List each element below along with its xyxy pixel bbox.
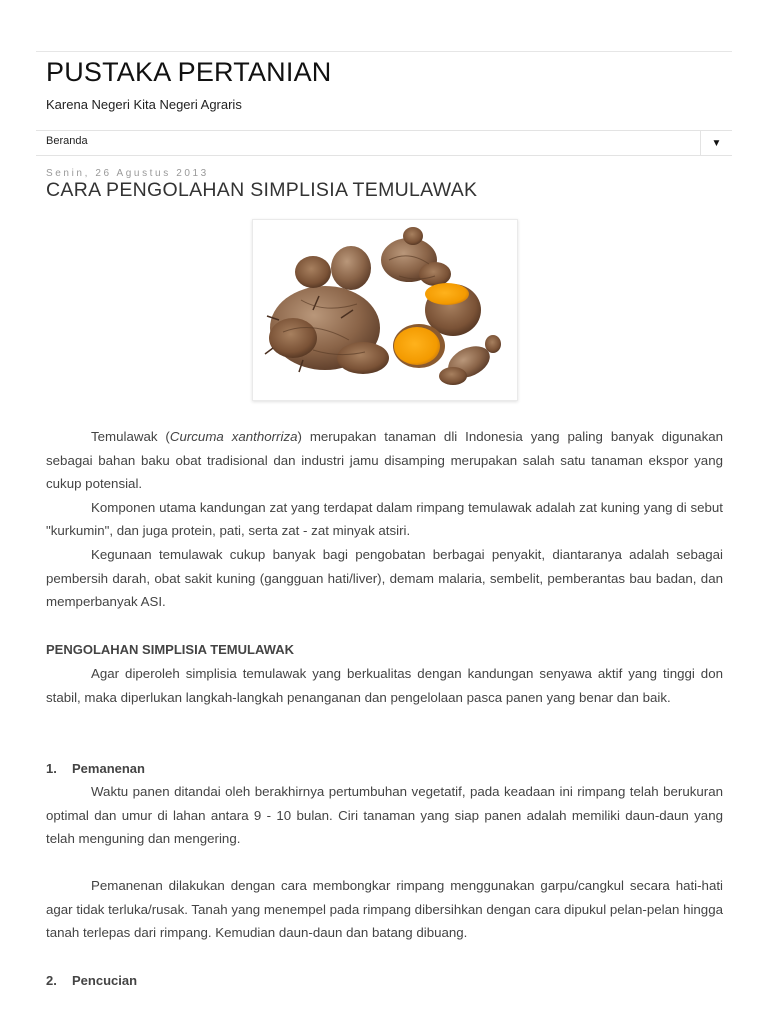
step1-paragraph-1: Waktu panen ditandai oleh berakhirnya pertumbuhan vegetatif, pada keadaan ini rimpang telah berukuran optimal dan umur di lahan antara 9 - 10 bulan. Ciri tanaman yang siap panen adalah memiliki daun-daun yang telah menguning dan mengering. — [46, 784, 723, 847]
intro-paragraph-2: Komponen utama kandungan zat yang terdapat dalam rimpang temulawak adalah zat kuning yang di sebut "kurkumin", dan juga protein, pati, serta zat - zat minyak atsiri. — [46, 499, 723, 539]
step-number: 1. — [46, 761, 57, 776]
step1-paragraph-block-2 — [46, 874, 723, 945]
step1-paragraph-2: Pemanenan dilakukan dengan cara membongkar rimpang menggunakan garpu/cangkul secara hati-hati agar tidak terluka/rusak. Tanah yang menempel pada rimpang dibersihkan dengan cara dipukul pelan-pelan hingga tanah terlepas dari rimpang. Kemudian daun-daun dan batang dibuang. — [46, 878, 723, 941]
step1-paragraph-block-1 — [46, 780, 723, 851]
intro-paragraphs — [46, 425, 723, 614]
site-title[interactable]: PUSTAKA PERTANIAN — [46, 57, 332, 87]
section-heading: PENGOLAHAN SIMPLISIA TEMULAWAK — [46, 642, 294, 657]
intro-paragraph-1: Temulawak (Curcuma xanthorriza) merupakan tanaman dli Indonesia yang paling banyak digunakan sebagai bahan baku obat tradisional dan industri jamu disamping merupakan salah satu tanaman ekspor yang cukup potensial. — [46, 429, 724, 492]
step-heading-pemanenan — [46, 761, 145, 776]
step-title: Pencucian — [72, 973, 138, 988]
site-description: Karena Negeri Kita Negeri Agraris — [46, 97, 242, 112]
temulawak-illustration — [253, 220, 517, 400]
temulawak-rhizome-image[interactable] — [252, 219, 518, 401]
step-heading-pencucian — [46, 973, 137, 988]
post-title[interactable]: CARA PENGOLAHAN SIMPLISIA TEMULAWAK — [46, 179, 478, 201]
post-date: Senin, 26 Agustus 2013 — [46, 168, 209, 179]
header-top-divider — [36, 51, 732, 52]
nav-item-beranda[interactable]: Beranda — [46, 135, 88, 147]
intro-paragraph-3: Kegunaan temulawak cukup banyak bagi pengobatan berbagai penyakit, diantaranya adalah sebagai pembersih darah, obat sakit kuning (gangguan hati/liver), demam malaria, sembelit, pemberantas bau badan, dan memperbanyak ASI. — [46, 546, 723, 610]
step-number: 2. — [46, 973, 57, 988]
navigation-bar — [36, 130, 732, 156]
section-paragraph — [46, 662, 723, 709]
dropdown-arrow-icon[interactable]: ▼ — [700, 131, 732, 155]
section-paragraph-1: Agar diperoleh simplisia temulawak yang berkualitas dengan kandungan senyawa aktif yang tinggi don stabil, maka diperlukan langkah-langkah penanganan dan pengelolaan pasca panen yang benar dan baik. — [46, 666, 723, 705]
step-title: Pemanenan — [72, 761, 145, 776]
scientific-name: Curcuma xanthorriza — [169, 429, 298, 444]
